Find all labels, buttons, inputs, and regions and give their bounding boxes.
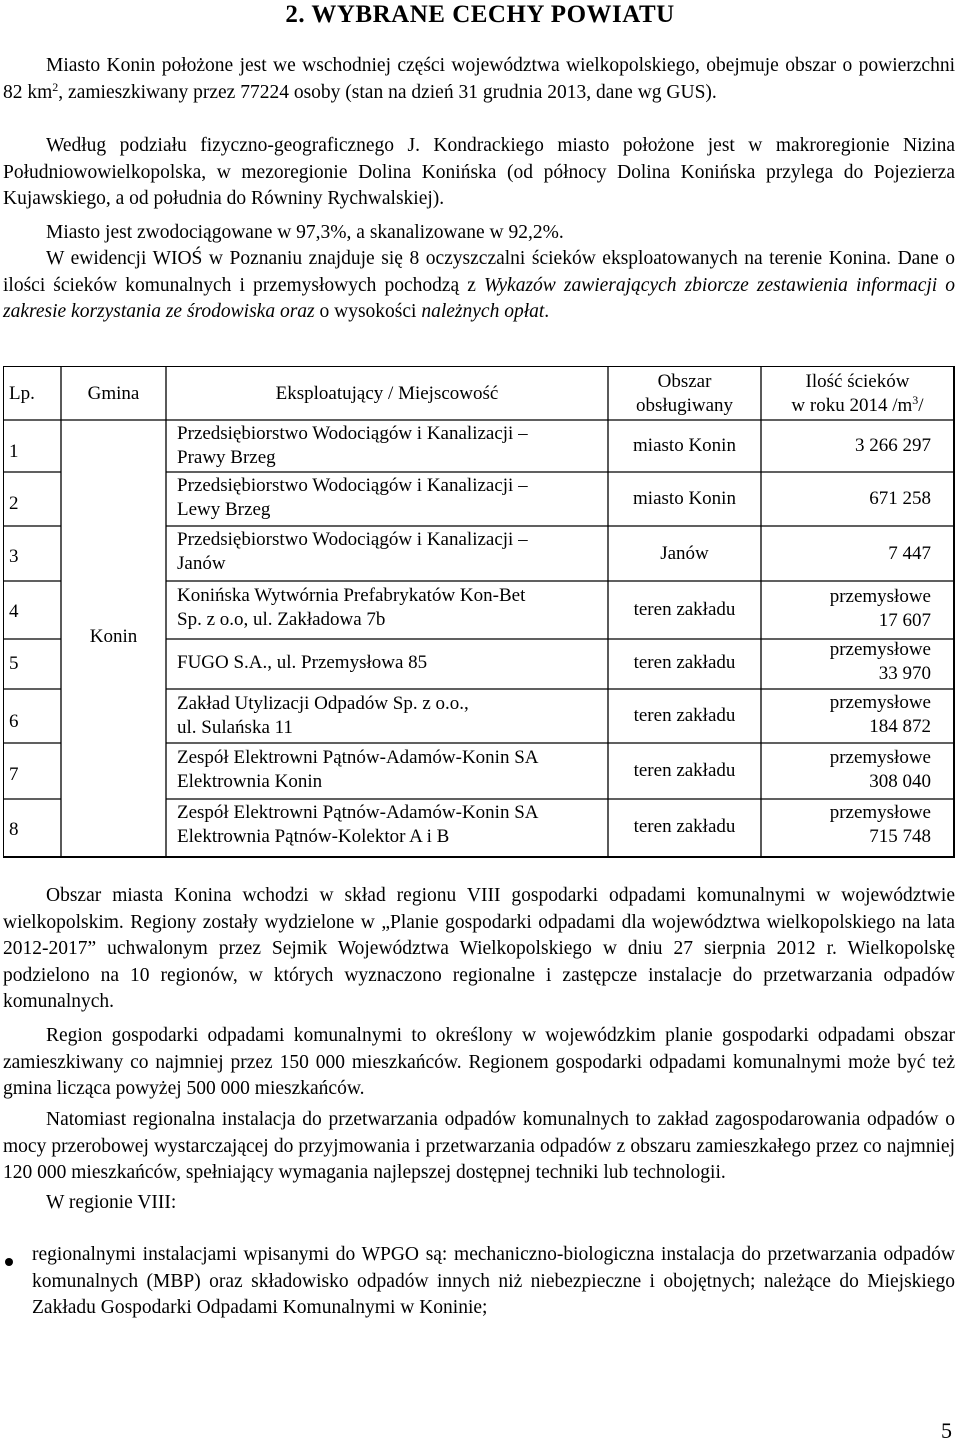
- row-operator: [177, 584, 602, 632]
- row-operator-line2: Elektrownia Konin: [177, 771, 323, 792]
- header-amount-line1: Ilość ścieków: [805, 371, 910, 392]
- row-operator-line2: Prawy Brzeg: [177, 447, 276, 468]
- row-operator: [177, 474, 602, 522]
- row-amount-type: przemysłowe: [829, 639, 931, 660]
- header-lp: Lp.: [9, 383, 35, 404]
- row-amount: [761, 487, 931, 511]
- gmina-konin: Konin: [89, 626, 138, 647]
- row-operator-line2: Janów: [177, 553, 226, 574]
- row-operator-line1: Konińska Wytwórnia Prefabrykatów Kon-Bet: [177, 585, 526, 606]
- row-amount: [761, 542, 931, 566]
- header-area: [608, 370, 761, 418]
- page-number: 5: [941, 1418, 952, 1443]
- row-amount-value: 7 447: [888, 543, 931, 564]
- wastewater-table: [3, 366, 954, 857]
- bullet-icon: [5, 1258, 13, 1266]
- row-amount-type: przemysłowe: [829, 802, 931, 823]
- row-area: teren zakładu: [633, 652, 736, 673]
- intro-paragraph-1: [3, 53, 955, 106]
- row-area: teren zakładu: [633, 705, 736, 726]
- row-area: teren zakładu: [633, 760, 736, 781]
- row-amount: [761, 801, 931, 849]
- intro-p4-text-2: o wysokości: [314, 301, 422, 322]
- row-amount-type: przemysłowe: [829, 586, 931, 607]
- row-amount-type: przemysłowe: [829, 747, 931, 768]
- intro-p4-italic: Wykazów zawierających zbiorcze zestawienia informacji o zakresie korzystania ze środowiska oraz: [3, 274, 956, 322]
- intro-p4-italic-2: należnych opłat: [421, 301, 545, 322]
- row-area: teren zakładu: [633, 816, 736, 837]
- row-operator: [177, 746, 602, 794]
- bullet-item-1: regionalnymi instalacjami wpisanymi do WPGO są: mechaniczno-biologiczna instalacja do przetwarzania odpadów komunalnych (MBP) oraz składowisko odpadów innych niż niebezpieczne i obojętnych; należące do Miejskiego Zakładu Gospodarki Odpadami Komunalnymi w Koninie;: [32, 1244, 955, 1318]
- row-operator-line1: Przedsiębiorstwo Wodociągów i Kanalizacji –: [177, 475, 528, 496]
- row-lp: 7: [9, 764, 19, 785]
- row-operator-line2: Sp. z o.o, ul. Zakładowa 7b: [177, 609, 386, 630]
- header-area-line2: obsługiwany: [635, 395, 734, 416]
- row-amount: [761, 585, 931, 633]
- intro-p4-text: W ewidencji WIOŚ w Poznaniu znajduje się 8 oczyszczalni ścieków eksploatowanych na terenie Konina. Dane o ilości ścieków komunalnych i przemysłowych pochodzą z: [3, 248, 955, 296]
- row-operator: [177, 422, 602, 470]
- row-operator: [177, 801, 602, 849]
- row-area: teren zakładu: [633, 599, 736, 620]
- intro-paragraph-4: [3, 246, 955, 326]
- row-amount-value: 715 748: [869, 826, 931, 847]
- row-amount-value: 3 266 297: [855, 435, 931, 456]
- header-operator: Eksploatujący / Miejscowość: [275, 383, 499, 404]
- row-operator-line2: ul. Sulańska 11: [177, 717, 293, 738]
- row-lp: 4: [9, 601, 19, 622]
- row-lp: 5: [9, 653, 19, 674]
- header-amount-sup: 3: [912, 393, 919, 407]
- row-amount: [761, 638, 931, 686]
- body-paragraph-8: W regionie VIII:: [46, 1192, 177, 1213]
- row-operator-line1: Zakład Utylizacji Odpadów Sp. z o.o.,: [177, 693, 469, 714]
- row-lp: 1: [9, 441, 19, 462]
- intro-p1-text-end: , zamieszkiwany przez 77224 osoby (stan na dzień 31 grudnia 2013, dane wg GUS).: [58, 81, 717, 103]
- row-operator-line2: Elektrownia Pątnów-Kolektor A i B: [177, 826, 450, 847]
- row-operator-line1: Przedsiębiorstwo Wodociągów i Kanalizacji –: [177, 529, 528, 550]
- row-operator-line1: FUGO S.A., ul. Przemysłowa 85: [177, 652, 428, 673]
- body-paragraph-5: Obszar miasta Konina wchodzi w skład regionu VIII gospodarki odpadami komunalnymi w województwie wielkopolskim. Regiony zostały wydzielone w „Planie gospodarki odpadami dla województwa wielkopolskiego na lata 2012-2017” uchwalonym przez Sejmik Województwa Wielkopolskiego w dniu 27 sierpnia 2012 r. Wielkopolskę podzielono na 10 regionów, w których wyznaczono regionalne i zastępcze instalacje do przetwarzania odpadów komunalnych.: [3, 885, 955, 1012]
- intro-paragraph-3: Miasto jest zwodociągowane w 97,3%, a skanalizowane w 92,2%.: [46, 222, 564, 243]
- row-lp: 3: [9, 546, 19, 567]
- row-operator: [177, 692, 602, 740]
- row-amount-value: 184 872: [869, 716, 931, 737]
- intro-p1-text: Miasto Konin położone jest we wschodniej części województwa wielkopolskiego, obejmuje obszar o powierzchni 82 km: [3, 55, 955, 103]
- row-amount: [761, 746, 931, 794]
- row-operator-line1: Przedsiębiorstwo Wodociągów i Kanalizacji –: [177, 423, 528, 444]
- body-paragraph-6: Region gospodarki odpadami komunalnymi to określony w wojewódzkim planie gospodarki odpadami obszar zamieszkiwany co najmniej przez 150 000 mieszkańców. Regionem gospodarki odpadami komunalnymi może być też gmina licząca powyżej 500 000 mieszkańców.: [3, 1025, 955, 1099]
- header-amount: [761, 370, 954, 418]
- row-amount-value: 33 970: [878, 663, 931, 684]
- row-amount-value: 17 607: [878, 610, 931, 631]
- header-gmina: Gmina: [87, 383, 140, 404]
- row-lp: 6: [9, 711, 19, 732]
- row-amount-value: 308 040: [869, 771, 931, 792]
- row-lp: 8: [9, 819, 19, 840]
- header-amount-slash: /: [918, 395, 924, 416]
- row-amount-type: przemysłowe: [829, 692, 931, 713]
- intro-paragraph-2: Według podziału fizyczno-geograficznego J. Kondrackiego miasto położone jest w makroregionie Nizina Południowowielkopolska, w mezoregionie Dolina Konińska (od północy Dolina Konińska przylega do Pojezierza Kujawskiego, a od południa do Równiny Rychwalskiej).: [3, 135, 955, 209]
- row-operator-line1: Zespół Elektrowni Pątnów-Adamów-Konin SA: [177, 802, 539, 823]
- row-area: miasto Konin: [633, 488, 736, 509]
- body-paragraph-7: Natomiast regionalna instalacja do przetwarzania odpadów komunalnych to zakład zagospodarowania odpadów o mocy przerobowej wystarczającej do przyjmowania i przetwarzania odpadów z obszaru zamieszkałego przez co najmniej 120 000 mieszkańców, spełniający wymagania najlepszej dostępnej techniki lub technologii.: [3, 1109, 955, 1183]
- row-area: miasto Konin: [633, 435, 736, 456]
- section-heading: 2. WYBRANE CECHY POWIATU: [285, 1, 675, 28]
- intro-p4-end: .: [544, 301, 550, 322]
- header-amount-unit: w roku 2014 /m: [791, 395, 913, 416]
- row-amount: [761, 691, 931, 739]
- header-area-line1: Obszar: [657, 371, 712, 392]
- km-superscript: 2: [52, 79, 59, 94]
- row-area: Janów: [660, 543, 709, 564]
- row-amount: [761, 434, 931, 458]
- header-amount-line2: [761, 394, 954, 418]
- row-operator-line2: Lewy Brzeg: [177, 499, 271, 520]
- row-operator-line1: Zespół Elektrowni Pątnów-Adamów-Konin SA: [177, 747, 539, 768]
- row-lp: 2: [9, 493, 19, 514]
- row-operator: [177, 528, 602, 576]
- row-amount-value: 671 258: [869, 488, 931, 509]
- row-operator: [177, 651, 602, 675]
